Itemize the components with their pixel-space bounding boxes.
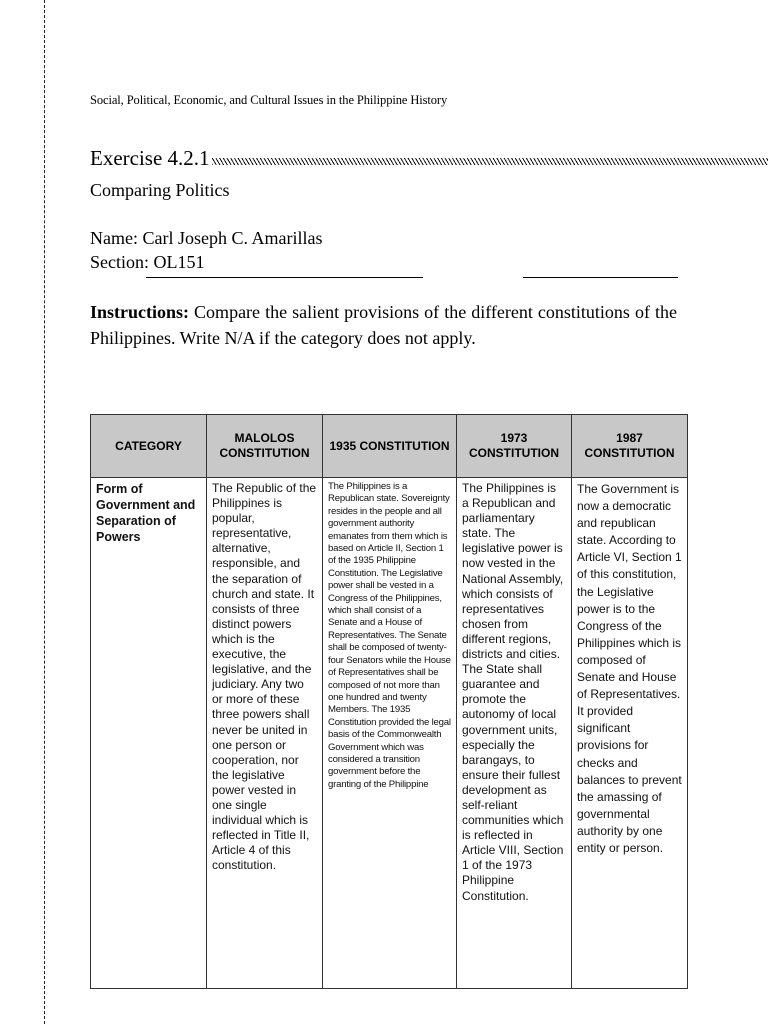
- header-1973: 1973 CONSTITUTION: [457, 415, 572, 478]
- cell-malolos: The Republic of the Philippines is popular, representative, alternative, responsible, and the separation of church and state. It consists of three distinct powers which is the executive, the legislative, and the judiciary. Any two or more of these three powers shall never be united in one person or cooperation, nor the legislative power vested in one single individual which is reflected in Title II, Article 4 of this constitution.: [207, 478, 323, 989]
- header-malolos: MALOLOS CONSTITUTION: [207, 415, 323, 478]
- cell-1987: The Government is now a democratic and republican state. According to Article VI, Section 1 of this constitution, the Legislative power is to the Congress of the Philippines which is composed of Senate and House of Representatives. It provided significant provisions for checks and balances to prevent the amassing of governmental authority by one entity or person.: [572, 478, 688, 989]
- page-margin-guide: [44, 0, 45, 1024]
- table-header-row: [91, 415, 688, 478]
- student-name: Name: Carl Joseph C. Amarillas: [90, 228, 323, 248]
- exercise-subtitle: Comparing Politics: [90, 180, 230, 200]
- cell-category: Form of Government and Separation of Powers: [91, 478, 207, 989]
- blank-underline: [146, 277, 423, 278]
- course-header: Social, Political, Economic, and Cultural Issues in the Philippine History: [90, 93, 448, 107]
- instructions-paragraph: [90, 299, 677, 351]
- comparison-table: [90, 414, 688, 989]
- exercise-heading: [90, 144, 768, 170]
- cell-1973: The Philippines is a Republican and parliamentary state. The legislative power is now vested in the National Assembly, which consists of representatives chosen from different regions, districts and cities. The State shall guarantee and promote the autonomy of local government units, especially the barangays, to ensure their fullest development as self-reliant communities which is reflected in Article VIII, Section 1 of the 1973 Philippine Constitution.: [457, 478, 572, 989]
- cell-1935: The Philippines is a Republican state. Sovereignty resides in the people and all government authority emanates from them which is based on Article II, Section 1 of the 1935 Philippine Constitution. The Legislative power shall be vested in a Congress of the Philippines, which shall consist of a Senate and a House of Representatives. The Senate shall be composed of twenty-four Senators while the House of Representatives shall be composed of not more than one hundred and twenty Members. The 1935 Constitution provided the legal basis of the Commonwealth Government which was considered a transition government before the granting of the Philippine: [323, 478, 457, 989]
- header-1987: 1987 CONSTITUTION: [572, 415, 688, 478]
- header-1935: 1935 CONSTITUTION: [323, 415, 457, 478]
- exercise-title: Exercise 4.2.1: [90, 146, 210, 170]
- decorative-hatch-rule: [212, 158, 768, 165]
- student-section: Section: OL151: [90, 252, 205, 272]
- instructions-label: Instructions:: [90, 302, 190, 322]
- blank-underline: [523, 277, 678, 278]
- table-row: [91, 478, 688, 989]
- header-category: CATEGORY: [91, 415, 207, 478]
- instructions-text: Compare the salient provisions of the different constitutions of the Philippines. Write N/A if the category does not apply.: [90, 302, 677, 348]
